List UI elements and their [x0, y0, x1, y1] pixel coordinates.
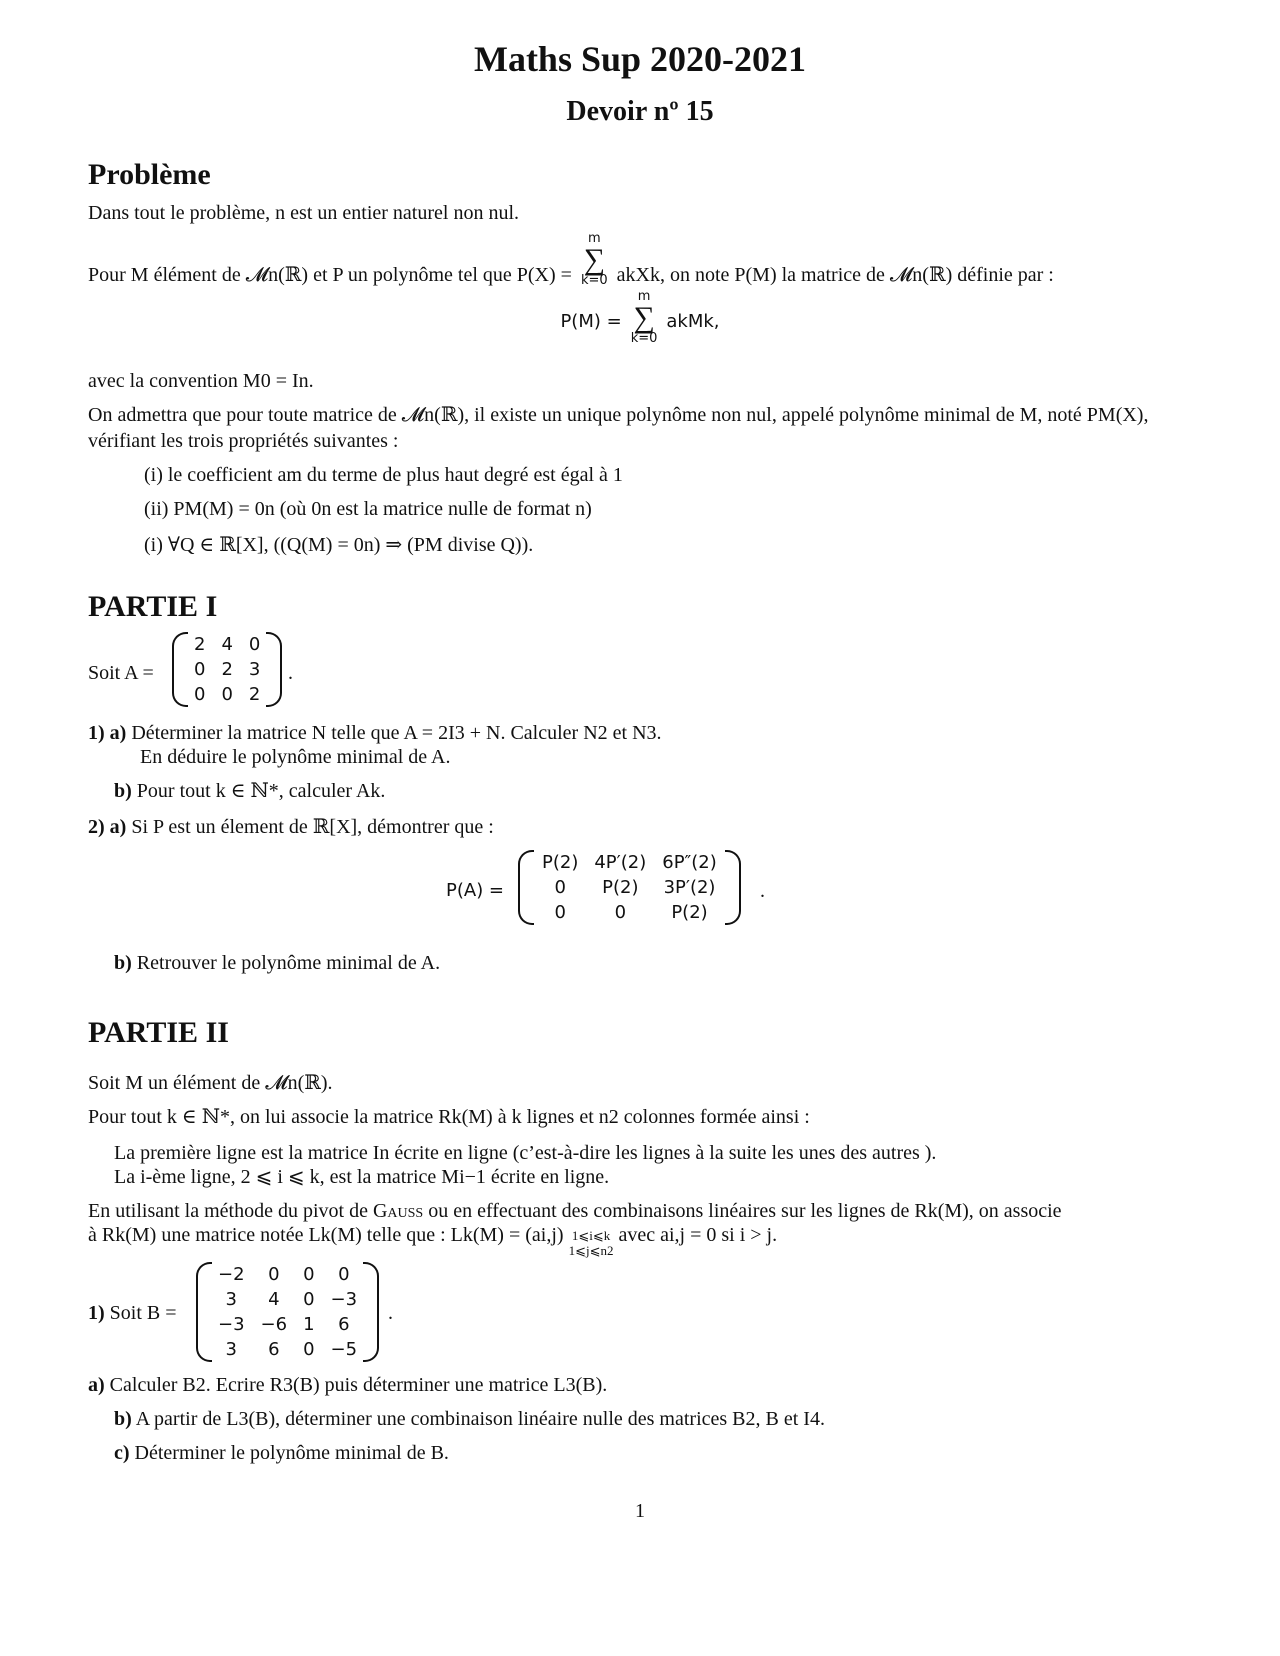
question-letter-a: a) [109, 722, 127, 744]
matrix-a-cell: 2 [194, 634, 206, 655]
matrix-b-cell: −5 [330, 1339, 358, 1360]
matrix-b-cell: −3 [218, 1314, 245, 1335]
matrix-a-cell: 0 [194, 659, 206, 680]
matrix-a-cell: 0 [221, 684, 233, 705]
question-2a-text: Si P est un élement de ℝ[X], démontrer que : [131, 816, 494, 838]
pm-formula [88, 290, 1192, 360]
question-letter-b-3: b) [114, 1408, 132, 1430]
soit-m-text: Soit M un élément de 𝓜n(ℝ). [88, 1072, 333, 1094]
matrix-b [196, 1262, 379, 1362]
matrix-pa-row [534, 900, 725, 925]
question-b-a [88, 1372, 1192, 1398]
matrix-pa-cell: 0 [554, 877, 566, 898]
matrix-pa-row [534, 850, 725, 875]
matrix-a-cell: 2 [248, 684, 261, 705]
page-number: 1 [635, 1500, 645, 1522]
gauss-text-b: ou en effectuant des combinaisons linéaires sur les lignes de Rk(M), on associe [428, 1200, 1062, 1222]
soit-b-text: Soit B = [109, 1302, 177, 1324]
sum-upper-limit: m [587, 231, 601, 246]
soit-b-label [88, 1300, 198, 1326]
matrix-pa-cell: P(2) [542, 852, 579, 873]
matrix-b-cell: 3 [225, 1289, 237, 1310]
matrix-pa-cell: 4P′(2) [594, 852, 647, 873]
definition-line-2: La i-ème ligne, 2 ⩽ i ⩽ k, est la matrice Mi−1 écrite en ligne. [114, 1166, 610, 1188]
matrix-pa-cell: P(2) [671, 902, 708, 923]
heading-partie-2: PARTIE II [88, 1016, 229, 1049]
question-letter-a-2: a) [109, 816, 127, 838]
matrix-b-cell: −2 [218, 1264, 245, 1285]
convention-text: avec la convention M0 = In. [88, 370, 314, 392]
gauss-paragraph [88, 1198, 1192, 1224]
admit-text: On admettra que pour toute matrice de 𝓜n(ℝ), il existe un unique polynôme non nul, appelé polynôme minimal de M, noté PM(X), vérifiant les trois propriétés suivantes : [88, 404, 1149, 452]
sum-lower-limit-2: k=0 [630, 331, 658, 346]
gauss-line-2 [88, 1222, 1192, 1258]
index-i: 1⩽i⩽k [571, 1228, 611, 1243]
sum-upper-limit-2: m [637, 289, 651, 304]
question-2b [114, 950, 1184, 976]
question-1b-text: Pour tout k ∈ ℕ*, calculer Ak. [136, 780, 386, 802]
question-1b [114, 778, 1184, 804]
matrix-a-row [186, 632, 268, 657]
matrix-a-cell: 0 [194, 684, 206, 705]
matrix-b-cell: 0 [338, 1264, 350, 1285]
definition-line [88, 232, 1192, 292]
matrix-pa-cell: 3P′(2) [663, 877, 716, 898]
question-b-c [114, 1440, 1184, 1466]
matrix-a-cell: 4 [221, 634, 233, 655]
matrix-b-cell: 4 [268, 1289, 280, 1310]
matrix-b-cell: 6 [338, 1314, 350, 1335]
matrix-b-cell: 3 [225, 1339, 237, 1360]
matrix-pa-cell: 0 [554, 902, 566, 923]
question-letter-b-2: b) [114, 952, 132, 974]
question-b-a-text: Calculer B2. Ecrire R3(B) puis déterminer une matrice L3(B). [109, 1374, 608, 1396]
question-2a [88, 814, 1192, 840]
definition-text-a: Pour M élément de 𝓜n(ℝ) et P un polynôme tel que P(X) = [88, 263, 572, 286]
question-1a-text: Déterminer la matrice N telle que A = 2I3 + N. Calculer N2 et N3. [131, 722, 662, 744]
question-b-c-text: Déterminer le polynôme minimal de B. [134, 1442, 449, 1464]
sum-symbol-2: m ∑ k=0 [630, 289, 658, 346]
definition-line-1: La première ligne est la matrice In écrite en ligne (c’est-à-dire les lignes à la suite les unes des autres ). [114, 1142, 937, 1164]
matrix-pa-cell: P(2) [602, 877, 639, 898]
sum-symbol-1: m ∑ k=0 [580, 231, 608, 288]
gauss-text-a: En utilisant la méthode du pivot de [88, 1200, 368, 1222]
matrix-a [172, 632, 282, 707]
definition-text-b: akXk, on note P(M) la matrice de 𝓜n(ℝ) définie par : [616, 263, 1054, 286]
matrix-pa [518, 850, 741, 925]
matrix-b-cell: 0 [303, 1264, 315, 1285]
matrix-b-cell: 1 [303, 1314, 315, 1335]
soit-a-label: Soit A = [88, 662, 154, 684]
matrix-b-cell: −3 [330, 1289, 358, 1310]
pm-rhs: akMk, [666, 310, 720, 332]
matrix-b-row [210, 1337, 365, 1362]
matrix-b-row [210, 1312, 365, 1337]
matrix-b-table [210, 1262, 365, 1362]
gauss-text-d: avec ai,j = 0 si i > j. [618, 1224, 778, 1246]
heading-probleme: Problème [88, 158, 211, 191]
matrix-b-row [210, 1262, 365, 1287]
question-b-b [114, 1406, 1184, 1432]
index-block [569, 1228, 614, 1258]
matrix-a-row [186, 657, 268, 682]
question-2b-text: Retrouver le polynôme minimal de A. [136, 952, 441, 974]
question-number-1-b: 1) [88, 1302, 105, 1324]
gauss-text-c: à Rk(M) une matrice notée Lk(M) telle que : Lk(M) = (ai,j) [88, 1224, 564, 1246]
document-subtitle: Devoir nº 15 [566, 96, 714, 127]
question-1a [88, 720, 1192, 746]
matrix-b-cell: 0 [303, 1289, 315, 1310]
matrix-b-cell: 6 [268, 1339, 280, 1360]
matrix-a-table [186, 632, 268, 707]
intro-text: Dans tout le problème, n est un entier naturel non nul. [88, 202, 520, 224]
heading-partie-1: PARTIE I [88, 590, 218, 623]
matrix-a-row [186, 682, 268, 707]
matrix-pa-cell: 0 [614, 902, 627, 923]
matrix-pa-table [534, 850, 725, 925]
matrix-b-row [210, 1287, 365, 1312]
question-b-b-text: A partir de L3(B), déterminer une combinaison linéaire nulle des matrices B2, B et I4. [135, 1408, 825, 1430]
question-number-1: 1) [88, 722, 105, 744]
pm-lhs: P(M) = [560, 310, 622, 332]
question-letter-c: c) [114, 1442, 130, 1464]
pa-lhs: P(A) = [446, 880, 505, 901]
question-number-2: 2) [88, 816, 105, 838]
sum-lower-limit: k=0 [580, 273, 608, 288]
matrix-b-cell: 0 [268, 1264, 280, 1285]
question-letter-b: b) [114, 780, 132, 802]
matrix-pa-row [534, 875, 725, 900]
matrix-a-cell: 3 [248, 659, 261, 680]
document-title: Maths Sup 2020-2021 [473, 39, 807, 79]
matrix-a-cell: 0 [248, 634, 261, 655]
matrix-pa-cell: 6P″(2) [662, 852, 717, 873]
index-j: 1⩽j⩽n2 [568, 1243, 614, 1258]
matrix-b-cell: 0 [303, 1339, 315, 1360]
matrix-a-cell: 2 [221, 659, 233, 680]
question-letter-a-3: a) [88, 1374, 105, 1396]
property-1: (i) le coefficient am du terme de plus haut degré est égal à 1 [144, 464, 623, 486]
property-3: (i) ∀Q ∈ ℝ[X], ((Q(M) = 0n) ⇒ (PM divise Q)). [144, 534, 534, 556]
matrix-b-cell: −6 [260, 1314, 288, 1335]
gauss-name: Gauss [372, 1200, 424, 1222]
property-2: (ii) PM(M) = 0n (où 0n est la matrice nulle de format n) [144, 498, 592, 520]
question-1a-line2: En déduire le polynôme minimal de A. [140, 746, 451, 768]
page: Maths Sup 2020-2021 Devoir nº 15 Problème Dans tout le problème, n est un entier naturel non nul. Pour M élément de 𝓜n(ℝ) et P un polynôme tel que P(X) = m ∑ k=0 akXk, on note P(M) la matrice de 𝓜n(ℝ) définie par : P(M) = m ∑ k=0 akMk, avec la convention M0 = In. On admettra que pour toute matrice de 𝓜n(ℝ), il existe un unique polynôme non nul, appelé polynôme minimal de M, noté PM(X), vérifiant les trois propriétés suivantes : (i) le coefficient am du terme de plus haut degré est égal à 1 (ii) PM(M) = 0n (où 0n est la matrice nulle de format n) (i) ∀Q ∈ ℝ[X], ((Q(M) = 0n) ⇒ (PM divise Q)). PARTIE I Soit A = 2 4 0 0 2 3 0 0 2 . 1) a) Déterminer la matrice N telle que A = 2I3 + N. Calculer N2 et N3. En déduire le polynôme minimal de A. b) Pour tout k ∈ ℕ*, calculer Ak. 2) a) Si P est un élement de ℝ[X], démontrer que : P(A) = P(2) 4P′(2) 6P″(2) 0 P(2) 3P′(2) 0 0 P(2) . b) Retrouver le polynôme minimal de A. PARTIE II Soit M un élément de 𝓜n(ℝ). Pour tout k ∈ ℕ*, on lui associe la matrice Rk(M) à k lignes et n2 colonnes formée ainsi : La première ligne est la matrice In écrite en ligne (c’est-à-dire les lignes à la suite les unes des autres ). La i-ème ligne, 2 ⩽ i ⩽ k, est la matrice Mi−1 écrite en ligne. En utilisant la méthode du pivot de Gauss ou en effectuant des combinaisons linéaires sur les lignes de Rk(M), on associe à Rk(M) une matrice notée Lk(M) telle que : Lk(M) = (ai,j) 1⩽i⩽k 1⩽j⩽n2 avec ai,j = 0 si i > j. 1) Soit B = −2 0 0 0 3 4 0 −3 −3 −6 1 6 3 6 0 −5 . a) Calculer B2. Ecrire R3(B) puis déterminer une matrice L3(B). b) A partir de L3(B), déterminer une combinaison linéaire nulle des matrices B2, B et I4. c) Déterminer le polynôme minimal de B. 1 [88, 0, 1192, 1656]
association-text: Pour tout k ∈ ℕ*, on lui associe la matrice Rk(M) à k lignes et n2 colonnes formée ainsi : [88, 1106, 810, 1128]
